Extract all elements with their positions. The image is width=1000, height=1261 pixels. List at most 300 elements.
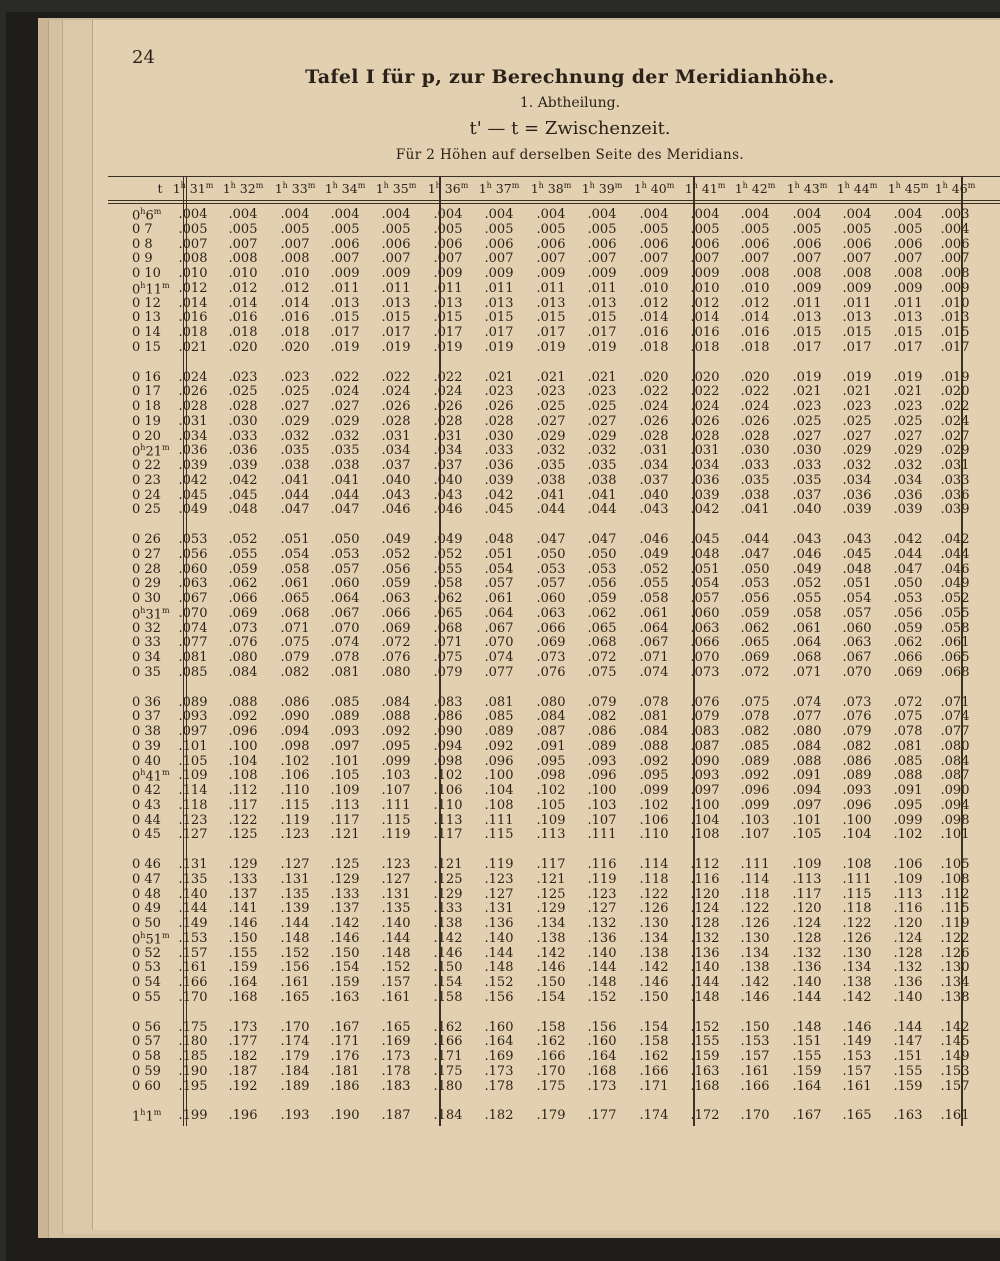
table-cell: .017 (587, 325, 617, 340)
table-cell: .154 (536, 989, 566, 1005)
table-cell: .030 (740, 443, 770, 459)
table-cell: .132 (792, 945, 822, 961)
table-cell: .042 (940, 532, 970, 547)
table-cell: .164 (587, 1049, 617, 1064)
table-cell: .181 (330, 1063, 360, 1079)
table-cell: .121 (536, 871, 566, 887)
table-cell: .125 (330, 857, 360, 872)
table-cell: .027 (280, 399, 310, 414)
table-cell: .148 (792, 1019, 822, 1035)
table-cell: .028 (690, 428, 720, 444)
table-row-label: 0 22 (132, 458, 161, 473)
table-cell: .196 (228, 1108, 258, 1124)
table-cell: .189 (280, 1078, 310, 1094)
table-cell: .048 (228, 502, 258, 518)
table-cell: .119 (587, 871, 617, 887)
table-cell: .106 (433, 783, 463, 798)
table-cell: .158 (536, 1019, 566, 1035)
table-cell: .041 (280, 472, 310, 488)
table-cell: .122 (639, 886, 669, 902)
table-cell: .135 (280, 886, 310, 902)
table-cell: .088 (792, 753, 822, 769)
table-cell: .076 (381, 650, 411, 665)
table-cell: .088 (639, 738, 669, 754)
table-cell: .111 (842, 871, 872, 887)
table-cell: .057 (536, 576, 566, 592)
table-cell: .012 (228, 280, 258, 296)
table-cell: .133 (228, 871, 258, 887)
table-cell: .025 (228, 384, 258, 400)
table-cell: .089 (587, 738, 617, 754)
table-cell: .004 (228, 207, 258, 222)
table-header-t: t (157, 181, 163, 196)
table-row-label: 0 15 (132, 339, 161, 355)
table-cell: .058 (639, 591, 669, 606)
table-cell: .150 (228, 930, 258, 946)
table-cell: .060 (330, 576, 360, 592)
table-cell: .115 (484, 827, 514, 843)
table-cell: .126 (740, 916, 770, 931)
table-column-header: 1$^h$ 39$^m$ (581, 181, 623, 197)
table-cell: .134 (740, 945, 770, 961)
table-cell: .041 (536, 487, 566, 503)
table-cell: .140 (381, 916, 411, 931)
table-cell: .004 (536, 207, 566, 222)
table-cell: .070 (484, 635, 514, 651)
table-cell: .061 (484, 591, 514, 606)
table-cell: .071 (639, 650, 669, 665)
table-cell: .134 (842, 960, 872, 976)
table-cell: .124 (893, 930, 923, 946)
table-cell: .013 (587, 295, 617, 311)
table-cell: .013 (893, 310, 923, 326)
table-cell: .107 (587, 812, 617, 828)
table-cell: .006 (792, 236, 822, 252)
table-cell: .055 (433, 561, 463, 577)
table-cell: .068 (587, 635, 617, 651)
table-cell: .187 (381, 1108, 411, 1124)
table-cell: .007 (639, 251, 669, 267)
table-cell: .107 (740, 827, 770, 843)
table-cell: .174 (639, 1108, 669, 1124)
table-cell: .173 (381, 1049, 411, 1064)
table-cell: .014 (178, 295, 208, 311)
table-cell: .116 (587, 857, 617, 872)
table-cell: .043 (639, 502, 669, 518)
table-cell: .119 (940, 916, 970, 931)
table-cell: .012 (280, 280, 310, 296)
table-cell: .027 (330, 399, 360, 414)
table-cell: .085 (178, 664, 208, 680)
table-cell: .055 (792, 591, 822, 606)
table-row-label: 0$^h$11$^m$ (132, 280, 170, 298)
table-cell: .005 (381, 221, 411, 237)
table-cell: .007 (536, 251, 566, 267)
table-cell: .073 (228, 620, 258, 636)
table-cell: .048 (484, 532, 514, 547)
table-cell: .080 (792, 724, 822, 739)
table-cell: .018 (178, 325, 208, 340)
table-cell: .008 (228, 251, 258, 267)
table-cell: .131 (280, 871, 310, 887)
table-cell: .081 (330, 664, 360, 680)
table-cell: .119 (381, 827, 411, 843)
table-column-header: 1$^h$ 37$^m$ (478, 181, 520, 197)
table-cell: .008 (740, 266, 770, 281)
table-row-label: 0 30 (132, 591, 161, 606)
table-cell: .140 (484, 930, 514, 946)
table-cell: .096 (842, 797, 872, 813)
table-cell: .066 (690, 635, 720, 651)
table-cell: .152 (381, 960, 411, 976)
table-cell: .005 (690, 221, 720, 237)
table-cell: .106 (639, 812, 669, 828)
table-cell: .065 (280, 591, 310, 606)
table-cell: .020 (280, 339, 310, 355)
table-row-label: 0 28 (132, 561, 161, 577)
table-cell: .126 (639, 901, 669, 917)
table-cell: .078 (893, 724, 923, 739)
table-cell: .126 (940, 945, 970, 961)
table-cell: .121 (433, 857, 463, 872)
table-cell: .056 (381, 561, 411, 577)
table-cell: .009 (381, 266, 411, 281)
table-cell: .060 (536, 591, 566, 606)
table-cell: .050 (740, 561, 770, 577)
table-cell: .026 (433, 399, 463, 414)
table-cell: .071 (792, 664, 822, 680)
table-cell: .034 (639, 458, 669, 473)
table-cell: .025 (893, 413, 923, 429)
table-cell: .173 (587, 1078, 617, 1094)
table-cell: .096 (740, 783, 770, 798)
table-cell: .024 (639, 399, 669, 414)
table-cell: .161 (381, 989, 411, 1005)
table-cell: .138 (536, 930, 566, 946)
table-cell: .005 (842, 221, 872, 237)
table-cell: .007 (228, 236, 258, 252)
table-cell: .122 (740, 901, 770, 917)
table-cell: .098 (433, 753, 463, 769)
table-cell: .171 (639, 1078, 669, 1094)
table-cell: .055 (639, 576, 669, 592)
table-cell: .013 (792, 310, 822, 326)
table-cell: .123 (587, 886, 617, 902)
table-cell: .027 (536, 413, 566, 429)
table-cell: .024 (381, 384, 411, 400)
table-cell: .004 (433, 207, 463, 222)
table-cell: .045 (690, 532, 720, 547)
table-cell: .112 (228, 783, 258, 798)
table-cell: .098 (280, 738, 310, 754)
table-cell: .046 (940, 561, 970, 577)
table-cell: .100 (484, 768, 514, 784)
table-cell: .010 (690, 280, 720, 296)
table-cell: .072 (587, 650, 617, 665)
table-column-header: 1$^h$ 41$^m$ (684, 181, 726, 197)
table-cell: .021 (484, 369, 514, 385)
table-cell: .068 (792, 650, 822, 665)
table-cell: .009 (792, 280, 822, 296)
table-cell: .174 (280, 1034, 310, 1050)
table-cell: .164 (228, 975, 258, 990)
table-cell: .066 (228, 591, 258, 606)
table-cell: .199 (178, 1108, 208, 1124)
table-cell: .103 (740, 812, 770, 828)
table-cell: .094 (940, 797, 970, 813)
table-cell: .061 (792, 620, 822, 636)
table-cell: .024 (330, 384, 360, 400)
table-cell: .020 (940, 384, 970, 400)
table-cell: .151 (893, 1049, 923, 1064)
table-cell: .090 (433, 724, 463, 739)
table-cell: .136 (484, 916, 514, 931)
table-cell: .074 (940, 709, 970, 725)
table-cell: .127 (587, 901, 617, 917)
table-cell: .116 (690, 871, 720, 887)
table-cell: .150 (740, 1019, 770, 1035)
table-cell: .146 (536, 960, 566, 976)
table-cell: .142 (740, 975, 770, 990)
table-cell: .021 (893, 384, 923, 400)
table-cell: .028 (178, 399, 208, 414)
table-cell: .133 (330, 886, 360, 902)
table-cell: .030 (792, 443, 822, 459)
table-cell: .074 (792, 694, 822, 710)
table-cell: .130 (842, 945, 872, 961)
table-cell: .005 (587, 221, 617, 237)
table-cell: .076 (842, 709, 872, 725)
table-cell: .111 (381, 797, 411, 813)
table-row-label: 0 43 (132, 797, 161, 813)
table-cell: .093 (587, 753, 617, 769)
table-column-header: 1$^h$ 32$^m$ (222, 181, 264, 197)
table-cell: .158 (639, 1034, 669, 1050)
table-cell: .004 (940, 221, 970, 237)
table-cell: .045 (842, 546, 872, 562)
table-cell: .153 (178, 930, 208, 946)
table-cell: .024 (433, 384, 463, 400)
table-cell: .161 (740, 1063, 770, 1079)
table-cell: .066 (536, 620, 566, 636)
table-cell: .045 (484, 502, 514, 518)
table-cell: .044 (940, 546, 970, 562)
table-cell: .170 (740, 1108, 770, 1124)
table-cell: .077 (178, 635, 208, 651)
table-cell: .136 (690, 945, 720, 961)
table-cell: .169 (484, 1049, 514, 1064)
table-cell: .046 (433, 502, 463, 518)
table-cell: .113 (433, 812, 463, 828)
table-cell: .095 (536, 753, 566, 769)
table-cell: .026 (690, 413, 720, 429)
table-cell: .035 (587, 458, 617, 473)
table-cell: .017 (484, 325, 514, 340)
table-cell: .017 (381, 325, 411, 340)
table-cell: .142 (842, 989, 872, 1005)
table-cell: .142 (330, 916, 360, 931)
table-cell: .087 (536, 724, 566, 739)
table-cell: .157 (381, 975, 411, 990)
table-cell: .098 (940, 812, 970, 828)
table-cell: .169 (381, 1034, 411, 1050)
table-cell: .041 (330, 472, 360, 488)
table-cell: .017 (842, 339, 872, 355)
table-row-label: 0$^h$51$^m$ (132, 930, 170, 948)
table-cell: .052 (792, 576, 822, 592)
table-cell: .024 (940, 413, 970, 429)
table-cell: .058 (940, 620, 970, 636)
table-cell: .093 (842, 783, 872, 798)
table-cell: .138 (740, 960, 770, 976)
table-cell: .097 (690, 783, 720, 798)
table-cell: .060 (178, 561, 208, 577)
table-cell: .084 (639, 724, 669, 739)
table-cell: .007 (330, 251, 360, 267)
table-cell: .136 (587, 930, 617, 946)
table-cell: .127 (484, 886, 514, 902)
table-cell: .028 (639, 428, 669, 444)
table-cell: .021 (536, 369, 566, 385)
table-cell: .051 (484, 546, 514, 562)
table-cell: .080 (536, 694, 566, 710)
table-cell: .146 (228, 916, 258, 931)
table-cell: .055 (228, 546, 258, 562)
table-cell: .006 (484, 236, 514, 252)
table-cell: .053 (178, 532, 208, 547)
table-column-header: 1$^h$ 44$^m$ (836, 181, 878, 197)
table-cell: .062 (587, 605, 617, 621)
table-cell: .137 (330, 901, 360, 917)
table-cell: .162 (536, 1034, 566, 1050)
table-cell: .067 (639, 635, 669, 651)
table-cell: .004 (587, 207, 617, 222)
table-cell: .033 (740, 458, 770, 473)
table-cell: .127 (178, 827, 208, 843)
table-cell: .144 (178, 901, 208, 917)
table-cell: .102 (433, 768, 463, 784)
table-cell: .020 (690, 369, 720, 385)
table-cell: .019 (433, 339, 463, 355)
table-cell: .036 (228, 443, 258, 459)
table-cell: .076 (228, 635, 258, 651)
table-cell: .146 (639, 975, 669, 990)
table-cell: .056 (740, 591, 770, 606)
table-cell: .162 (433, 1019, 463, 1035)
table-cell: .071 (940, 694, 970, 710)
table-cell: .047 (740, 546, 770, 562)
table-row-label: 0 44 (132, 812, 161, 828)
table-cell: .142 (536, 945, 566, 961)
table-cell: .052 (228, 532, 258, 547)
table-cell: .166 (740, 1078, 770, 1094)
table-cell: .153 (940, 1063, 970, 1079)
table-cell: .180 (178, 1034, 208, 1050)
table-cell: .016 (228, 310, 258, 326)
table-cell: .144 (893, 1019, 923, 1035)
table-cell: .029 (330, 413, 360, 429)
table-cell: .012 (740, 295, 770, 311)
table-cell: .108 (228, 768, 258, 784)
table-cell: .131 (484, 901, 514, 917)
table-cell: .017 (893, 339, 923, 355)
table-cell: .013 (381, 295, 411, 311)
table-cell: .053 (536, 561, 566, 577)
table-cell: .006 (639, 236, 669, 252)
table-cell: .063 (536, 605, 566, 621)
table-cell: .012 (178, 280, 208, 296)
table-cell: .074 (484, 650, 514, 665)
table-cell: .026 (740, 413, 770, 429)
table-row-label: 0 34 (132, 650, 161, 665)
table-cell: .004 (842, 207, 872, 222)
table-cell: .148 (484, 960, 514, 976)
table-cell: .078 (740, 709, 770, 725)
table-cell: .020 (740, 369, 770, 385)
table-cell: .071 (280, 620, 310, 636)
table-cell: .052 (639, 561, 669, 577)
table-cell: .148 (280, 930, 310, 946)
table-cell: .127 (280, 857, 310, 872)
table-cell: .070 (178, 605, 208, 621)
table-cell: .028 (484, 413, 514, 429)
table-cell: .146 (330, 930, 360, 946)
table-cell: .089 (842, 768, 872, 784)
table-cell: .043 (381, 487, 411, 503)
table-row-label: 0 33 (132, 635, 161, 651)
table-row-label: 0 54 (132, 975, 161, 990)
table-cell: .095 (381, 738, 411, 754)
table-cell: .004 (792, 207, 822, 222)
table-cell: .130 (940, 960, 970, 976)
table-cell: .029 (842, 443, 872, 459)
table-cell: .014 (280, 295, 310, 311)
table-cell: .139 (280, 901, 310, 917)
table-cell: .017 (433, 325, 463, 340)
table-cell: .033 (940, 472, 970, 488)
table-cell: .047 (330, 502, 360, 518)
table-cell: .077 (940, 724, 970, 739)
table-cell: .154 (639, 1019, 669, 1035)
table-cell: .006 (587, 236, 617, 252)
table-row-label: 0$^h$41$^m$ (132, 768, 170, 785)
table-cell: .019 (330, 339, 360, 355)
table-cell: .109 (536, 812, 566, 828)
table-cell: .043 (842, 532, 872, 547)
table-cell: .176 (330, 1049, 360, 1064)
table-cell: .182 (228, 1049, 258, 1064)
table-row-label: 0 32 (132, 620, 161, 636)
table-cell: .187 (228, 1063, 258, 1079)
table-cell: .009 (330, 266, 360, 281)
table-cell: .081 (484, 694, 514, 710)
table-cell: .055 (940, 605, 970, 621)
table-cell: .059 (893, 620, 923, 636)
table-cell: .017 (536, 325, 566, 340)
table-cell: .161 (842, 1078, 872, 1094)
table-row-label: 0 35 (132, 664, 161, 680)
table-cell: .190 (330, 1108, 360, 1124)
table-cell: .159 (228, 960, 258, 976)
table-cell: .146 (842, 1019, 872, 1035)
table-cell: .084 (228, 664, 258, 680)
table-cell: .089 (484, 724, 514, 739)
table-cell: .115 (381, 812, 411, 828)
table-cell: .110 (639, 827, 669, 843)
table-cell: .050 (587, 546, 617, 562)
table-cell: .021 (587, 369, 617, 385)
table-cell: .081 (178, 650, 208, 665)
